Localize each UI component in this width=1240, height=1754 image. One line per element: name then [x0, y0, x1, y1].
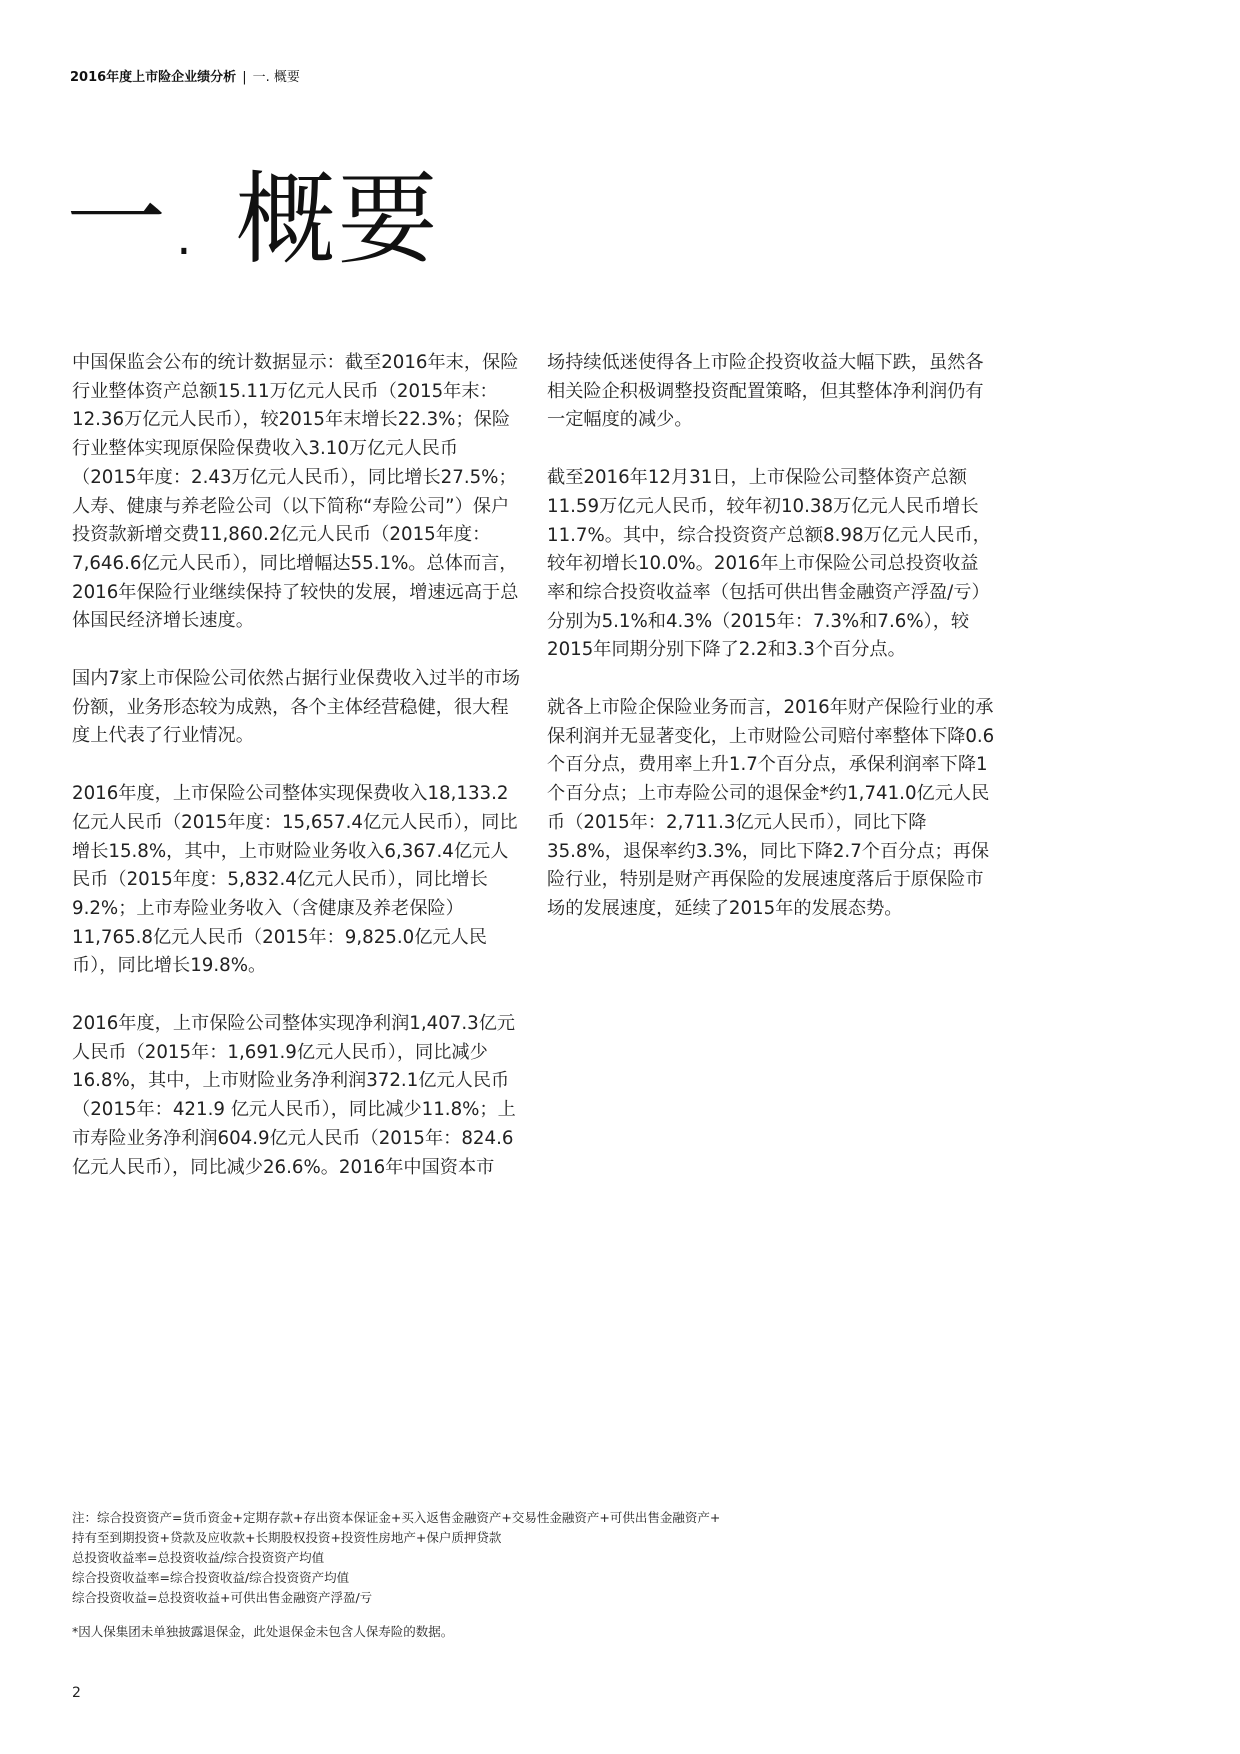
left-column: [72, 349, 522, 1211]
running-header: [70, 66, 300, 85]
paragraph: 2016年度，上市保险公司整体实现保费收入18,133.2亿元人民币（2015年度：15,657.4亿元人民币），同比增长15.8%，其中，上市财险业务收入6,367.4亿元人民币（2015年度：5,832.4亿元人民币），同比增长9.2%；上市寿险业务收入（含健康及养老保险）11,765.8亿元人民币（2015年：9,825.0亿元人民币），同比增长19.8%。: [72, 783, 518, 977]
paragraph: 截至2016年12月31日，上市保险公司整体资产总额11.59万亿元人民币，较年初10.38万亿元人民币增长11.7%。其中，综合投资资产总额8.98万亿元人民币，较年初增长10.0%。2016年上市保险公司总投资收益率和综合投资收益率（包括可供出售金融资产浮盈/亏）分别为5.1%和4.3%（2015年：7.3%和7.6%），较2015年同期分别下降了2.2和3.3个百分点。: [547, 467, 991, 661]
page-title: 一. 概要: [66, 161, 440, 278]
right-column: [547, 349, 995, 953]
page-number: 2: [72, 1685, 81, 1701]
note-line: 持有至到期投资+贷款及应收款+长期股权投资+投资性房地产+保户质押贷款: [72, 1530, 502, 1545]
footnote: *因人保集团未单独披露退保金，此处退保金未包含人保寿险的数据。: [72, 1624, 454, 1639]
header-section: 一. 概要: [252, 70, 300, 85]
note-line: 注：综合投资资产=货币资金+定期存款+存出资本保证金+买入返售金融资产+交易性金融资产+可供出售金融资产+: [72, 1510, 721, 1525]
notes-block: [72, 1508, 972, 1608]
paragraph: 2016年度，上市保险公司整体实现净利润1,407.3亿元人民币（2015年：1,691.9亿元人民币），同比减少16.8%，其中，上市财险业务净利润372.1亿元人民币（2015年：421.9 亿元人民币），同比减少11.8%；上市寿险业务净利润604.9亿元人民币（2015年：824.6亿元人民币），同比减少26.6%。2016年中国资本市: [72, 1013, 516, 1178]
paragraph: 国内7家上市保险公司依然占据行业保费收入过半的市场份额，业务形态较为成熟，各个主体经营稳健，很大程度上代表了行业情况。: [72, 668, 521, 747]
paragraph: 中国保监会公布的统计数据显示：截至2016年末，保险行业整体资产总额15.11万亿元人民币（2015年末：12.36万亿元人民币），较2015年末增长22.3%；保险行业整体实现原保险保费收入3.10万亿元人民币（2015年度：2.43万亿元人民币），同比增长27.5%；人寿、健康与养老险公司（以下简称“寿险公司”）保户投资款新增交费11,860.2亿元人民币（2015年度：7,646.6亿元人民币），同比增幅达55.1%。总体而言，2016年保险行业继续保持了较快的发展，增速远高于总体国民经济增长速度。: [72, 352, 519, 632]
note-line: 总投资收益率=总投资收益/综合投资资产均值: [72, 1550, 325, 1565]
report-title: 2016年度上市险企业绩分析: [70, 70, 237, 85]
header-separator: |: [242, 70, 247, 85]
paragraph: 就各上市险企保险业务而言，2016年财产保险行业的承保利润并无显著变化，上市财险公司赔付率整体下降0.6个百分点，费用率上升1.7个百分点，承保利润率下降1个百分点；上市寿险公司的退保金*约1,741.0亿元人民币（2015年：2,711.3亿元人民币），同比下降35.8%，退保率约3.3%，同比下降2.7个百分点；再保险行业，特别是财产再保险的发展速度落后于原保险市场的发展速度，延续了2015年的发展态势。: [547, 697, 995, 919]
paragraph: 场持续低迷使得各上市险企投资收益大幅下跌，虽然各相关险企积极调整投资配置策略，但其整体净利润仍有一定幅度的减少。: [547, 352, 984, 431]
note-line: 综合投资收益=总投资收益+可供出售金融资产浮盈/亏: [72, 1590, 373, 1605]
note-line: 综合投资收益率=综合投资收益/综合投资资产均值: [72, 1570, 350, 1585]
